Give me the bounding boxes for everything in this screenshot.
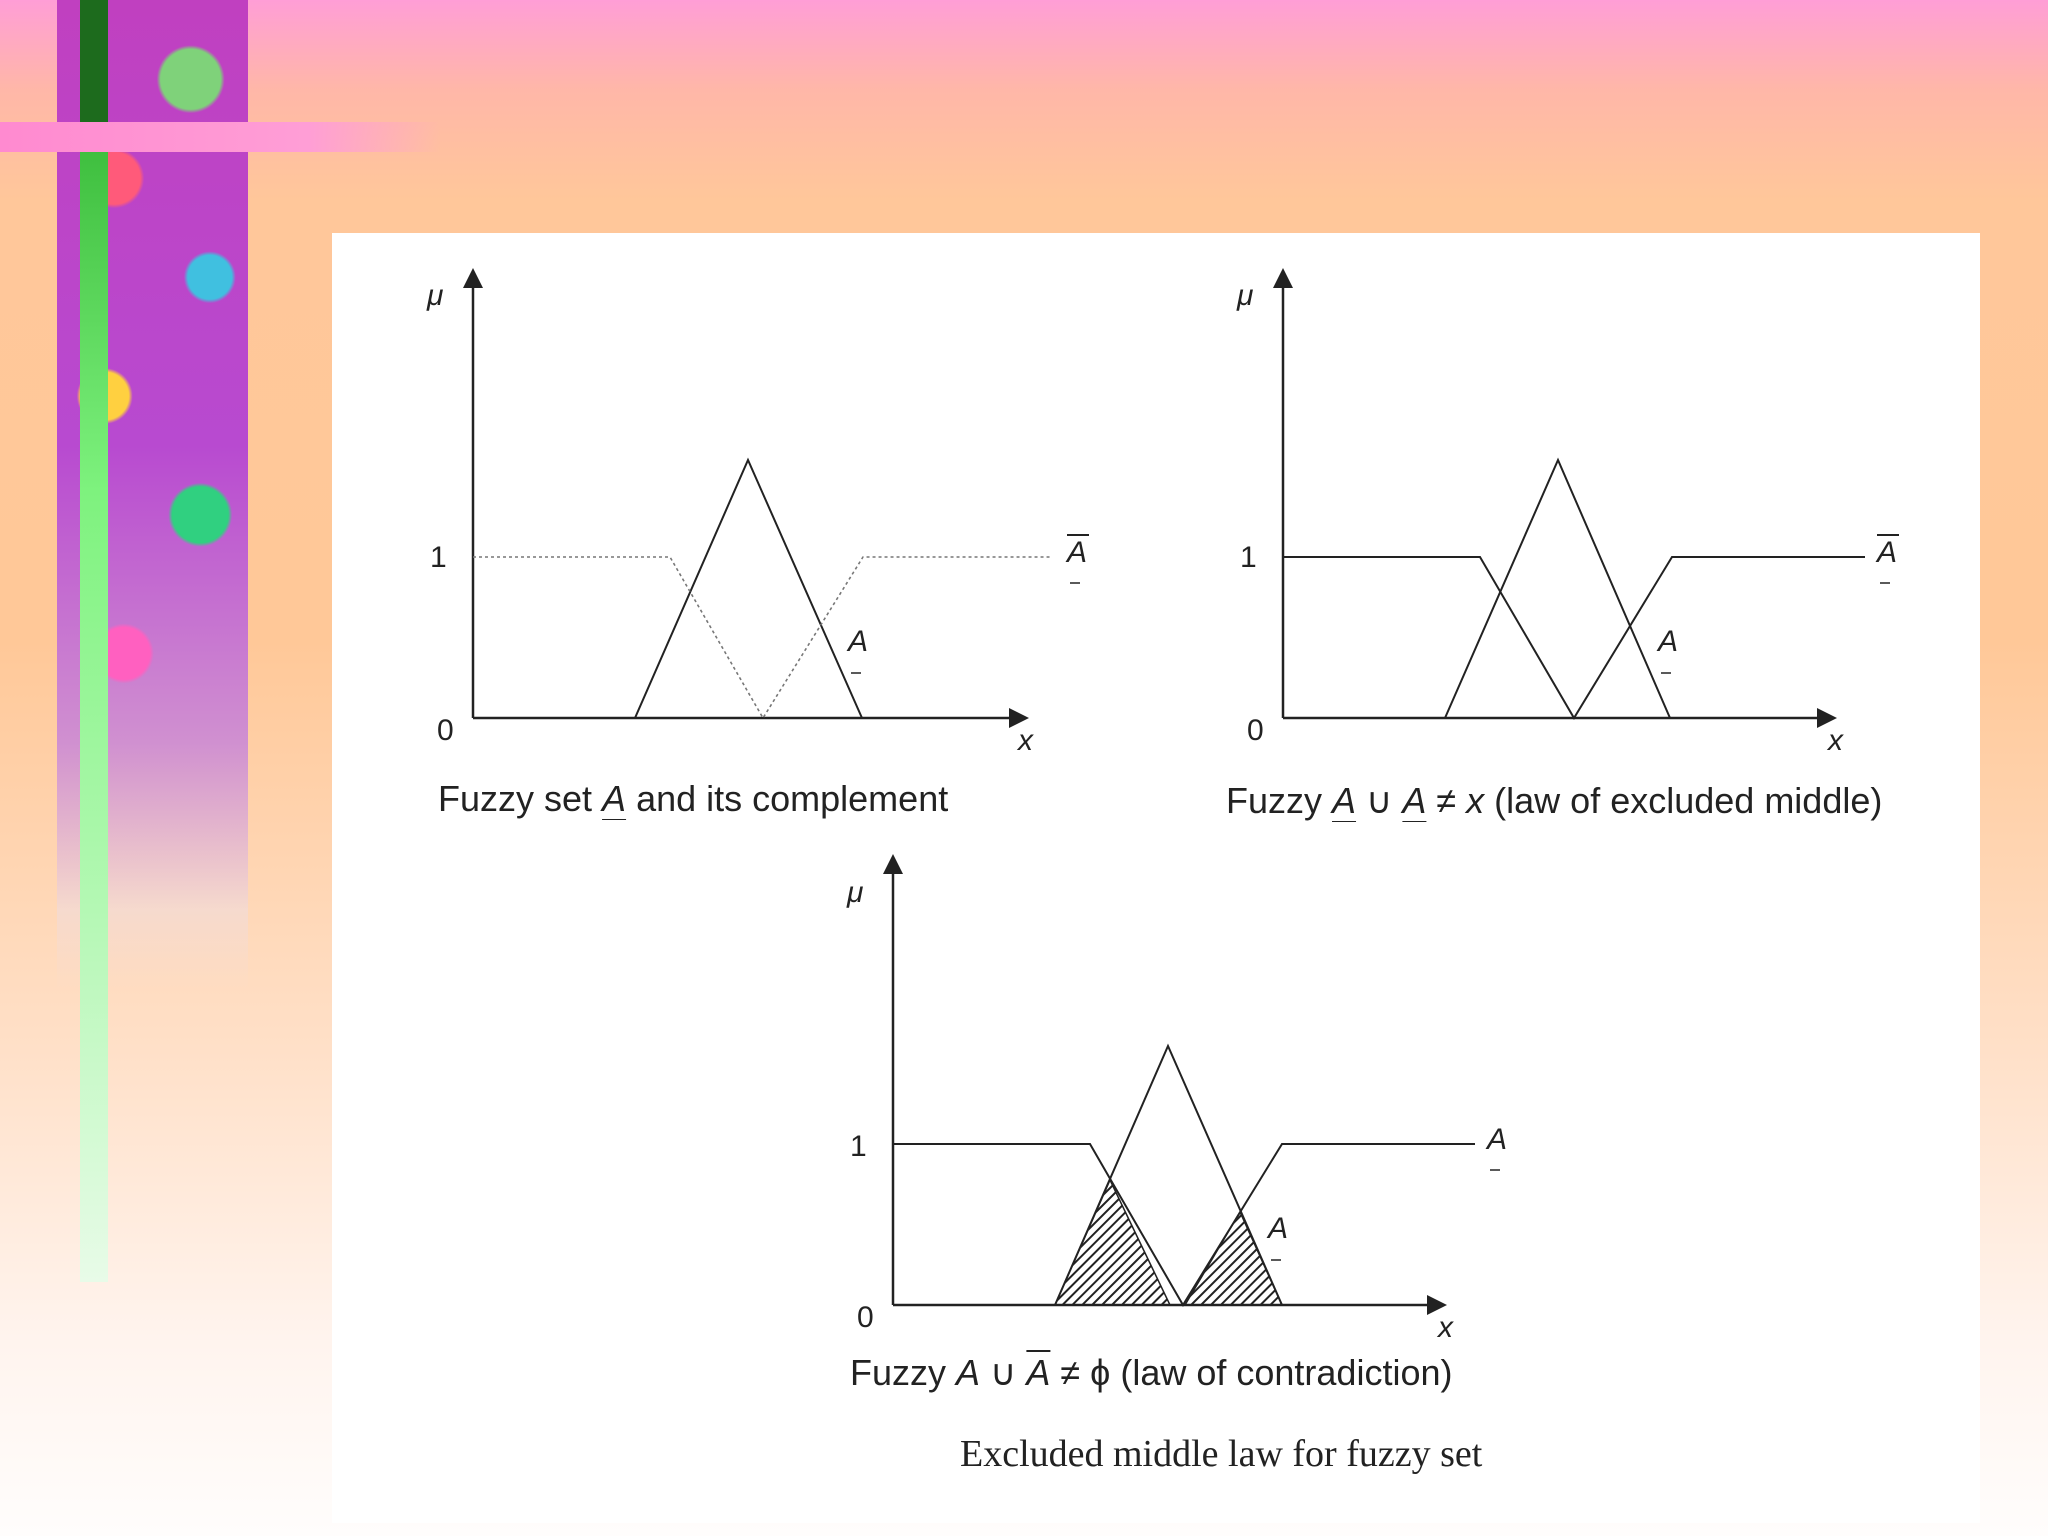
triangle-membership-A bbox=[635, 460, 862, 718]
complement-membership-curve bbox=[893, 1144, 1475, 1305]
complement-membership-curve bbox=[473, 557, 1052, 718]
caption-complement: Fuzzy set A and its complement bbox=[438, 778, 949, 819]
complement-label: A bbox=[1067, 536, 1088, 569]
tick-label-one: 1 bbox=[1240, 541, 1257, 574]
complement-label: A bbox=[1877, 536, 1898, 569]
diagram-complement bbox=[426, 272, 1089, 757]
tick-label-zero: 0 bbox=[1247, 714, 1264, 747]
complement-label: A bbox=[1487, 1123, 1508, 1156]
y-axis-symbol: μ bbox=[847, 876, 864, 909]
tick-label-one: 1 bbox=[850, 1130, 867, 1163]
y-axis-symbol: μ bbox=[427, 279, 444, 312]
set-label: A bbox=[1658, 625, 1679, 658]
tick-label-zero: 0 bbox=[857, 1301, 874, 1334]
x-axis-symbol: x bbox=[1828, 724, 1843, 757]
tick-label-zero: 0 bbox=[437, 714, 454, 747]
set-label: A bbox=[1268, 1212, 1289, 1245]
hatched-overlap-left bbox=[1055, 1180, 1170, 1305]
set-label: A bbox=[848, 625, 869, 658]
x-axis-symbol: x bbox=[1018, 724, 1033, 757]
diagram-contradiction bbox=[846, 858, 1507, 1344]
y-axis-symbol: μ bbox=[1237, 279, 1254, 312]
tick-label-one: 1 bbox=[430, 541, 447, 574]
triangle-membership-A bbox=[1445, 460, 1670, 718]
caption-excluded-middle: Fuzzy A ∪ A ≠ x (law of excluded middle) bbox=[1226, 780, 1883, 821]
figure-caption: Excluded middle law for fuzzy set bbox=[960, 1433, 1483, 1475]
complement-membership-curve bbox=[1283, 557, 1865, 718]
x-axis-symbol: x bbox=[1438, 1311, 1453, 1344]
diagram-excluded-middle bbox=[1236, 272, 1899, 757]
caption-contradiction: Fuzzy A ∪ $\overline{A} \ne \phi$ (law of contradiction) bbox=[850, 1352, 1453, 1393]
